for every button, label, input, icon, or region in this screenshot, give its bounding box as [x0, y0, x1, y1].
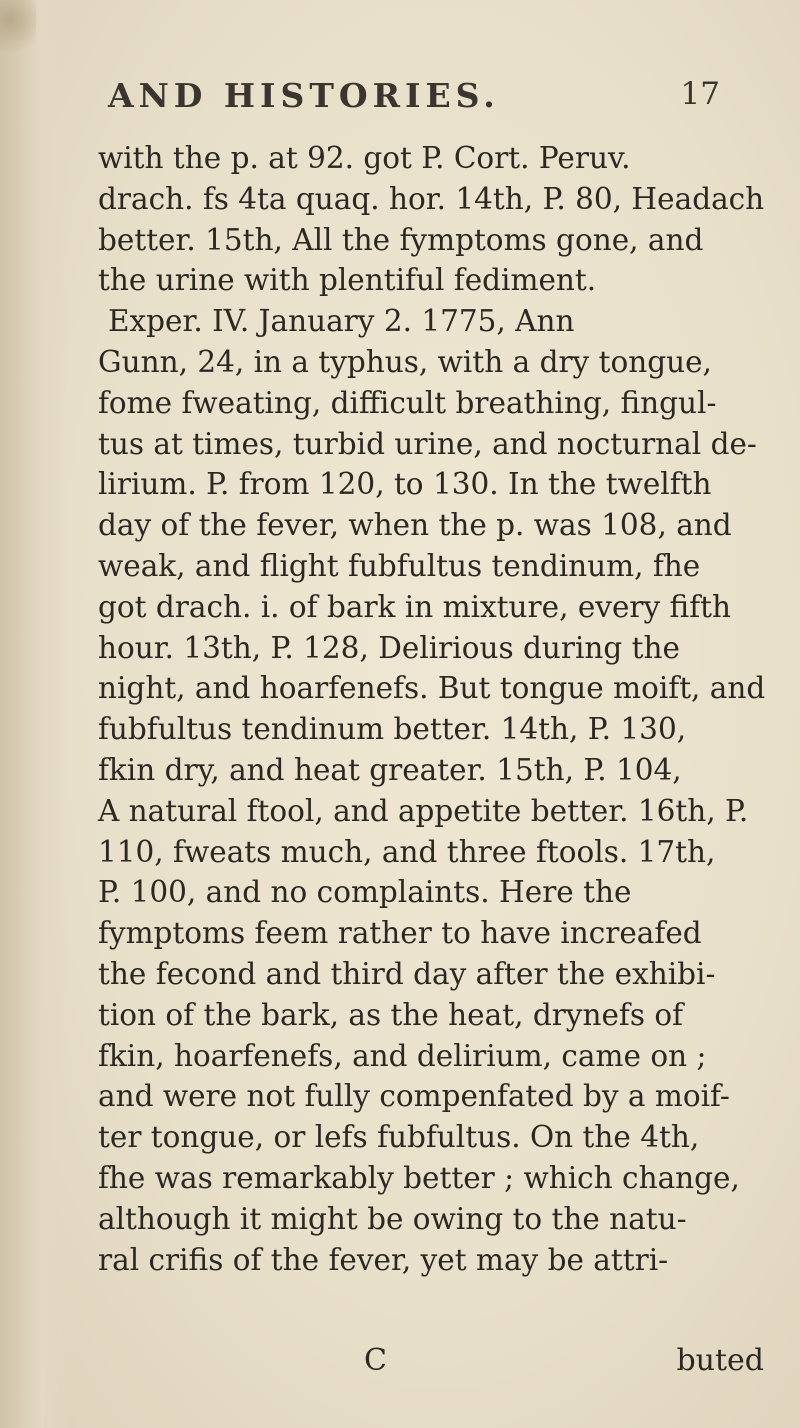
text-line: drach. fs 4ta quaq. hor. 14th, P. 80, Headach [98, 181, 765, 216]
body-text [98, 138, 788, 1280]
text-line: 110, fweats much, and three ftools. 17th, [98, 834, 716, 869]
running-head: AND HISTORIES. [108, 76, 500, 115]
text-line: weak, and flight fubfultus tendinum, fhe [98, 548, 701, 583]
text-line: with the p. at 92. got P. Cort. Peruv. [98, 141, 631, 175]
text-line: fome fweating, difficult breathing, fingul- [98, 385, 717, 420]
text-line: the urine with plentiful fediment. [98, 263, 597, 298]
text-line: ter tongue, or lefs fubfultus. On the 4th, [98, 1120, 700, 1155]
text-line: fymptoms feem rather to have increafed [98, 916, 702, 951]
text-line: lirium. P. from 120, to 130. In the twelfth [98, 467, 712, 502]
text-line: got drach. i. of bark in mixture, every fifth [98, 589, 731, 624]
page-gutter-shadow [0, 0, 70, 1428]
catchword: buted [676, 1343, 764, 1378]
text-line: fubfultus tendinum better. 14th, P. 130, [98, 712, 687, 747]
page-header [108, 76, 720, 126]
text-line: night, and hoarfenefs. But tongue moift, and [98, 671, 766, 706]
text-line: day of the fever, when the p. was 108, and [98, 508, 732, 543]
page-number: 17 [680, 76, 720, 112]
page-footer [98, 1343, 788, 1383]
text-line: A natural ftool, and appetite better. 16th, P. [98, 793, 749, 828]
signature-mark: C [364, 1343, 387, 1378]
text-line: tion of the bark, as the heat, drynefs of [98, 997, 684, 1032]
text-line: although it might be owing to the natu- [98, 1201, 687, 1236]
text-line: fkin dry, and heat greater. 15th, P. 104, [98, 752, 682, 787]
text-line: Exper. IV. January 2. 1775, Ann [108, 304, 575, 339]
text-line: and were not fully compenfated by a moif- [98, 1079, 730, 1114]
text-line: fkin, hoarfenefs, and delirium, came on ; [98, 1038, 707, 1073]
text-line: fhe was remarkably better ; which change, [98, 1160, 740, 1195]
text-line: tus at times, turbid urine, and nocturnal de- [98, 426, 757, 461]
text-line: Gunn, 24, in a typhus, with a dry tongue, [98, 344, 712, 379]
text-line: P. 100, and no complaints. Here the [98, 875, 632, 910]
text-line: ral crifis of the fever, yet may be attri- [98, 1242, 669, 1277]
page-stain [0, 0, 36, 60]
text-line: the fecond and third day after the exhibi- [98, 956, 716, 991]
text-line: hour. 13th, P. 128, Delirious during the [98, 630, 680, 665]
text-line: better. 15th, All the fymptoms gone, and [98, 222, 704, 257]
